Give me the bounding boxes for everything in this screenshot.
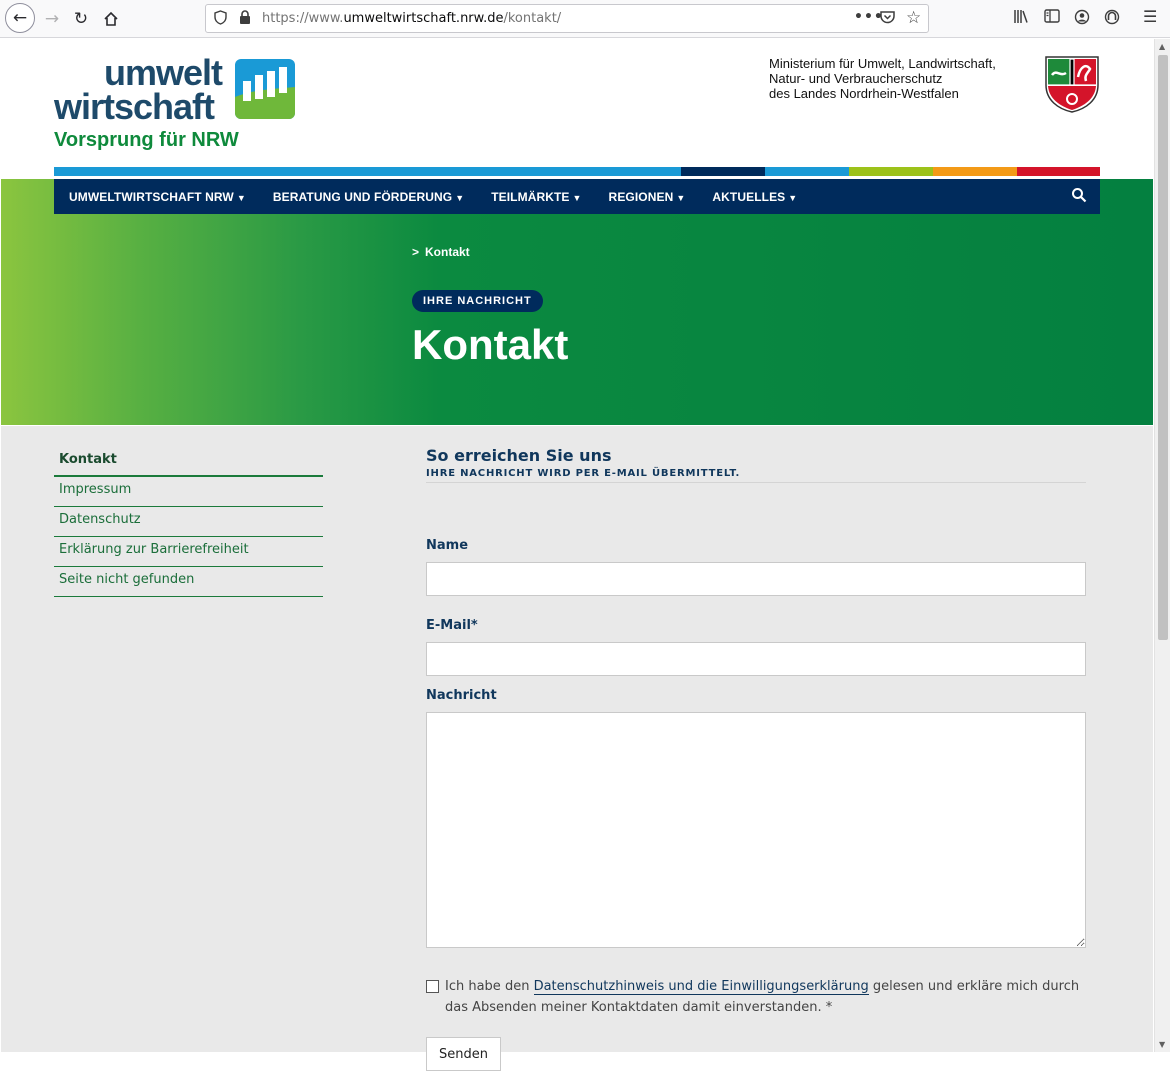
consent-text: Ich habe den Datenschutzhinweis und die Einwilligungserklärung gelesen und erkläre mich durch das Absenden meiner Kontaktdaten damit einverstanden. * xyxy=(445,979,1080,1015)
sidebar-item-impressum[interactable]: Impressum xyxy=(54,477,323,507)
privacy-policy-link[interactable]: Datenschutzhinweis und die Einwilligungserklärung xyxy=(533,979,869,994)
logo-word-wirtschaft: wirtschaft xyxy=(54,86,215,127)
sidebar-item-kontakt[interactable]: Kontakt xyxy=(54,447,323,477)
consent-checkbox[interactable] xyxy=(426,980,439,993)
sidebar-item-barrierefreiheit[interactable]: Erklärung zur Barrierefreiheit xyxy=(54,537,323,567)
form-heading: So erreichen Sie uns xyxy=(426,446,612,465)
library-icon[interactable] xyxy=(1013,9,1029,28)
nav-item-regionen[interactable]: REGIONEN ▼ xyxy=(608,189,686,204)
nav-item-teilmaerkte[interactable]: TEILMÄRKTE ▼ xyxy=(491,189,582,204)
breadcrumb-current[interactable]: Kontakt xyxy=(425,245,470,259)
content-area xyxy=(1,426,1153,1062)
message-label: Nachricht xyxy=(426,688,497,703)
browser-toolbar xyxy=(0,0,1170,38)
message-textarea[interactable] xyxy=(426,712,1086,948)
extension-icon[interactable] xyxy=(1104,9,1120,29)
menu-icon[interactable]: ☰ xyxy=(1143,7,1158,26)
logo-tagline: Vorsprung für NRW xyxy=(54,129,239,151)
breadcrumb-separator: > xyxy=(412,245,420,259)
search-icon[interactable] xyxy=(1071,187,1087,203)
nav-item-aktuelles[interactable]: AKTUELLES ▼ xyxy=(712,189,798,204)
home-icon xyxy=(103,11,119,27)
bookmark-star-icon[interactable]: ☆ xyxy=(906,8,922,28)
form-subheading: IHRE NACHRICHT WIRD PER E-MAIL ÜBERMITTELT. xyxy=(426,468,1086,483)
more-actions-icon[interactable]: ••• xyxy=(854,9,884,25)
name-input[interactable] xyxy=(426,562,1086,596)
stripe-orange xyxy=(933,167,1017,176)
send-button[interactable]: Senden xyxy=(426,1037,501,1071)
color-stripe xyxy=(54,167,1100,176)
name-label: Name xyxy=(426,538,469,553)
chevron-down-icon: ▼ xyxy=(236,192,246,203)
stripe-lightblue xyxy=(765,167,849,176)
stripe-red xyxy=(1017,167,1100,176)
main-navigation xyxy=(54,179,1100,214)
home-button[interactable] xyxy=(97,5,125,33)
email-input[interactable] xyxy=(426,642,1086,676)
pocket-icon[interactable] xyxy=(880,10,895,28)
scroll-up-icon[interactable]: ▲ xyxy=(1159,42,1166,51)
contact-form xyxy=(426,446,1086,1062)
hero-banner xyxy=(1,179,1153,425)
scroll-down-icon[interactable]: ▼ xyxy=(1159,1040,1166,1049)
chevron-down-icon: ▼ xyxy=(455,192,465,203)
web-page xyxy=(1,39,1153,1062)
stripe-blue xyxy=(54,167,681,176)
logo-word-umwelt: umwelt xyxy=(104,52,223,93)
nav-item-umweltwirtschaft-nrw[interactable]: UMWELTWIRTSCHAFT NRW ▼ xyxy=(69,189,246,204)
sidebar-icon[interactable] xyxy=(1044,9,1060,27)
forward-button[interactable] xyxy=(38,5,66,33)
chevron-down-icon: ▼ xyxy=(676,192,686,203)
scrollbar-thumb[interactable] xyxy=(1158,55,1168,640)
email-label: E-Mail* xyxy=(426,618,478,633)
account-icon[interactable] xyxy=(1074,9,1090,29)
reload-button[interactable] xyxy=(67,5,95,33)
sidebar-item-seite-nicht-gefunden[interactable]: Seite nicht gefunden xyxy=(54,567,323,597)
address-bar[interactable] xyxy=(205,4,929,33)
ministry-name[interactable]: Ministerium für Umwelt, Landwirtschaft, Natur- und Verbraucherschutz des Landes Nordrhein-Westfalen xyxy=(769,56,996,101)
chevron-down-icon: ▼ xyxy=(572,192,582,203)
shield-icon[interactable] xyxy=(214,10,227,29)
back-button[interactable] xyxy=(5,3,35,33)
nav-item-beratung-und-foerderung[interactable]: BERATUNG UND FÖRDERUNG ▼ xyxy=(272,189,465,204)
page-title: Kontakt xyxy=(412,321,569,368)
url-text[interactable]: https://www.umweltwirtschaft.nrw.de/kontakt/ xyxy=(262,11,562,26)
sidebar-navigation xyxy=(54,447,323,597)
breadcrumb xyxy=(412,245,470,259)
lock-icon[interactable] xyxy=(239,10,251,28)
logo-bar-chart-icon xyxy=(235,59,295,119)
reload-icon: ↻ xyxy=(73,9,89,29)
stripe-navy xyxy=(681,167,765,176)
nrw-coat-of-arms-icon[interactable] xyxy=(1044,55,1100,113)
arrow-left-icon: ← xyxy=(12,8,28,28)
page-scrollbar[interactable] xyxy=(1154,39,1170,1052)
sidebar-item-datenschutz[interactable]: Datenschutz xyxy=(54,507,323,537)
stripe-green xyxy=(849,167,933,176)
arrow-right-icon: → xyxy=(44,9,60,29)
section-label-pill: IHRE NACHRICHT xyxy=(412,290,543,312)
chevron-down-icon: ▼ xyxy=(788,192,798,203)
